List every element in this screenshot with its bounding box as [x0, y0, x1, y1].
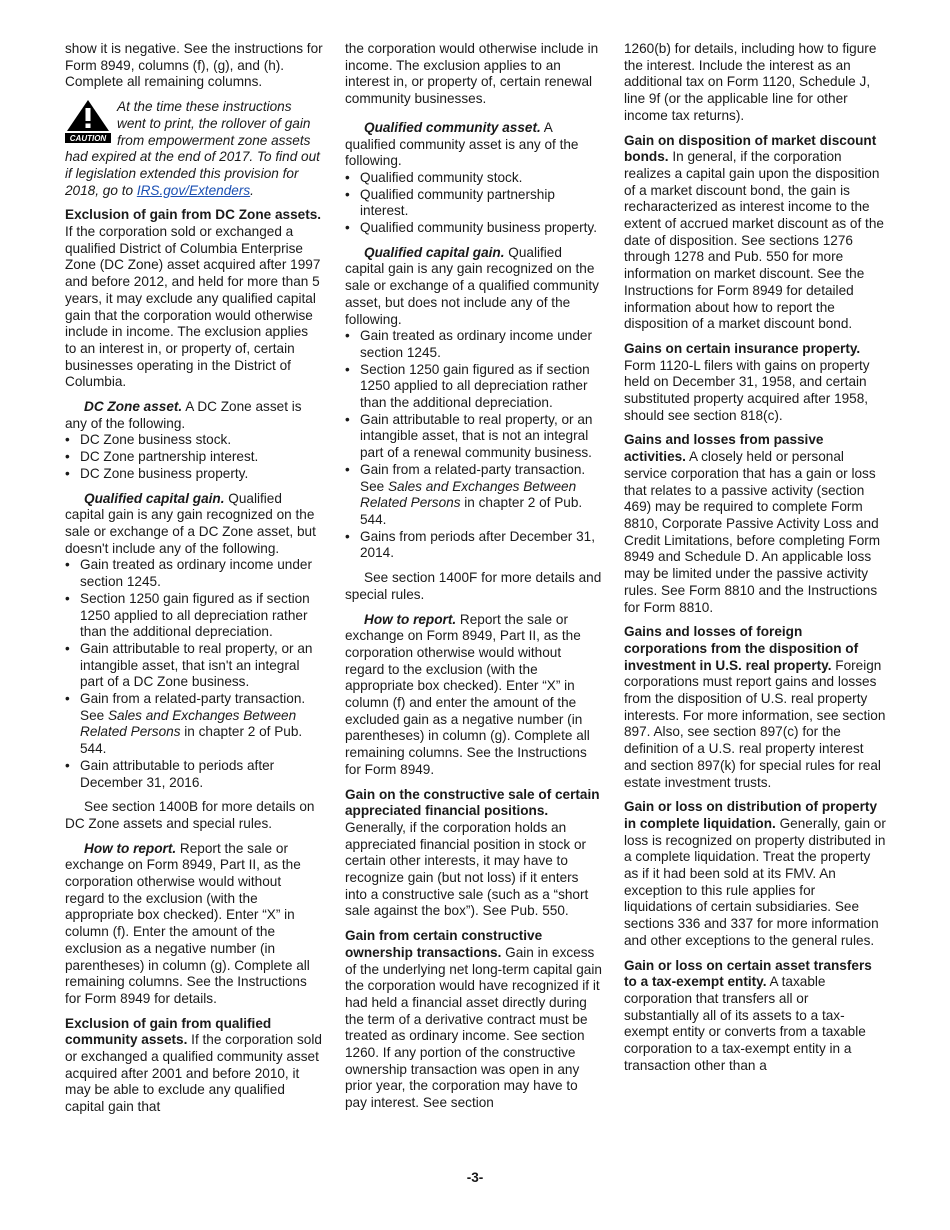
- section-heading: Gains on certain insurance property.: [624, 340, 861, 356]
- section-heading: Gain on the constructive sale of certain appreciated financial positions.: [345, 786, 600, 819]
- section-heading: Exclusion of gain from qualified community assets.: [65, 1015, 272, 1048]
- section-constructive-sale: Gain on the constructive sale of certain appreciated financial positions. Generally, if the corporation holds an appreciated financial position in stock or certain other interests, it may have to recognize gain (but not loss) if it enters into a constructive sale (such as a “short sale against the box”). See Pub. 550.: [345, 786, 600, 919]
- section-foreign-corporations: Gains and losses of foreign corporations from the disposition of investment in U.S. real property. Foreign corporations must report gains and losses from the disposition of U.S. real property interests. For more information, see section 897. Also, see section 897(c) for the definition of a U.S. real property interest and section 897(k) for special rules for real estate investment trusts.: [624, 624, 886, 790]
- section-insurance-property: Gains on certain insurance property. Form 1120-L filers with gains on property held on December 31, 1958, and certain substituted property acquired after 1958, should see section 818(c).: [624, 340, 870, 423]
- dc-asset-list: [65, 432, 323, 482]
- column-2: [345, 41, 603, 1120]
- section-heading: Exclusion of gain from DC Zone assets.: [65, 207, 322, 223]
- section-heading: Gain from certain constructive ownership transactions.: [345, 928, 543, 960]
- qualified-capital-gain-def: Qualified capital gain. Qualified capital gain is any gain recognized on the sale or exchange of a qualified community asset, but does not include any of the following.: [345, 244, 599, 327]
- section-heading: Gain or loss on distribution of property in complete liquidation.: [624, 799, 877, 831]
- qcg-exclusion-list: [345, 328, 603, 562]
- section-heading: Gain on disposition of market discount bonds.: [624, 132, 877, 165]
- section-dc-zone: Exclusion of gain from DC Zone assets. If the corporation sold or exchanged a qualified District of Columbia Enterprise Zone (DC Zone) asset acquired after 1997 and before 2012, and held for more than 5 years, it may exclude any qualified capital gain that the corporation would otherwise include in income. The exclusion applies to an interest in, or property of, certain businesses operating in the District of Columbia.: [65, 207, 322, 390]
- caution-note: CAUTION At the time these instructions went to print, the rollover of gain from empowerment zone assets had expired at the end of 2017. To find out if legislation extended this provision for 2018, go to IRS.gov/Extenders.: [65, 99, 320, 198]
- section-heading: Gain or loss on certain asset transfers to a tax-exempt entity.: [624, 957, 872, 990]
- section-constructive-ownership: Gain from certain constructive ownership transactions. Gain in excess of the underlying net long-term capital gain the corporation would have recognized if it had held a financial asset directly during the term of a derivative contract must be treated as ordinary income. See section 1260. If any portion of the constructive ownership transaction was open in any prior year, the corporation may have to pay interest. See section: [345, 928, 602, 1111]
- list-item: • Gain treated as ordinary income under section 1245.: [345, 328, 603, 361]
- qcg-exclusion-list: [65, 557, 323, 791]
- page-number: -3-: [466, 1170, 484, 1185]
- list-item: • Section 1250 gain figured as if section 1250 applied to all depreciation rather than the additional depreciation.: [65, 591, 323, 641]
- list-item: • Gain attributable to real property, or an intangible asset, that is not an integral part of a renewal community business.: [345, 412, 603, 462]
- list-item: • DC Zone business stock.: [65, 432, 323, 449]
- how-to-report: How to report. Report the sale or exchange on Form 8949, Part II, as the corporation otherwise would without regard to the exclusion (with the appropriate box checked). Enter “X” in column (f). Enter the amount of the exclusion as a negative number (in parentheses) in column (g). Complete all remaining columns. See the Instructions for Form 8949 for details.: [65, 840, 310, 1006]
- section-market-discount: Gain on disposition of market discount bonds. In general, if the corporation realizes a capital gain upon the disposition of a market discount bond, the gain is recharacterized as interest income to the extent of accrued market discount as of the date of disposition. See sections 1276 through 1278 and Pub. 550 for more information on market discount. See the Instructions for Form 8949 for detailed information about how to report the disposition of a market discount bond.: [624, 132, 884, 332]
- qualified-capital-gain-def: Qualified capital gain. Qualified capital gain is any gain recognized on the sale or exchange of a DC Zone asset, but doesn't include any of the following.: [65, 490, 316, 556]
- how-to-report: How to report. Report the sale or exchange on Form 8949, Part II, as the corporation otherwise would without regard to the exclusion (with the appropriate box checked). Enter “X” in column (f) and enter the amount of the excluded gain as a negative number (in parentheses) in column (g). Complete all remaining columns. See the Instructions for Form 8949.: [345, 611, 590, 777]
- section-complete-liquidation: Gain or loss on distribution of property in complete liquidation. Generally, gain or loss is recognized on property distributed in a complete liquidation. Treat the property as if it had been sold at its FMV. An exception to this rule applies for liquidations of certain subsidiaries. See sections 336 and 337 for more information and other exceptions to the general rules.: [624, 799, 886, 948]
- section-qualified-community: Exclusion of gain from qualified community assets. If the corporation sold or exchanged a qualified community asset acquired after 2001 and before 2010, it may be able to exclude any qualified capital gain that: [65, 1015, 322, 1115]
- list-item: • Qualified community business property.: [345, 220, 603, 237]
- extenders-link[interactable]: IRS.gov/Extenders: [136, 182, 251, 198]
- paragraph: See section 1400B for more details on DC Zone assets and special rules.: [65, 799, 315, 831]
- list-item: • Gain from a related-party transaction. See Sales and Exchanges Between Related Persons in chapter 2 of Pub. 544.: [65, 691, 323, 758]
- paragraph: the corporation would otherwise include in income. The exclusion applies to an interest in, or property of, certain renewal community businesses.: [345, 41, 599, 107]
- caution-icon: [65, 99, 111, 143]
- section-tax-exempt-transfer: Gain or loss on certain asset transfers to a tax-exempt entity. A taxable corporation that transfers all or substantially all of its assets to a tax-exempt entity or converts from a taxable corporation to a tax-exempt entity in a transaction other than a: [624, 957, 872, 1073]
- column-1: [65, 41, 323, 1124]
- list-item: • Gain from a related-party transaction. See Sales and Exchanges Between Related Persons in chapter 2 of Pub. 544.: [345, 462, 603, 529]
- list-item: • DC Zone business property.: [65, 466, 323, 483]
- list-item: • Qualified community partnership interest.: [345, 187, 603, 220]
- svg-text:CAUTION: CAUTION: [69, 134, 107, 144]
- paragraph: See section 1400F for more details and special rules.: [345, 570, 602, 602]
- list-item: • Gains from periods after December 31, 2014.: [345, 529, 603, 562]
- list-item: • Section 1250 gain figured as if section 1250 applied to all depreciation rather than the additional depreciation.: [345, 362, 603, 412]
- paragraph: show it is negative. See the instructions for Form 8949, columns (f), (g), and (h). Complete all remaining columns.: [65, 41, 323, 90]
- qca-list: [345, 170, 603, 237]
- section-heading: Gains and losses of foreign corporations from the disposition of investment in U.S. real property.: [624, 624, 859, 673]
- paragraph: 1260(b) for details, including how to figure the interest. Include the interest as an additional tax on Form 1120, Schedule J, line 9f (or the applicable line for other income tax returns).: [624, 41, 877, 123]
- caution-text: At the time these instructions went to print, the rollover of gain from empowerment zone assets had expired at the end of 2017. To find out if legislation extended this provision for 2018, go to: [65, 99, 320, 198]
- list-item: • Gain treated as ordinary income under section 1245.: [65, 557, 323, 590]
- list-item: • Gain attributable to real property, or an intangible asset, that isn't an integral part of a DC Zone business.: [65, 641, 323, 691]
- column-3: [624, 41, 886, 1082]
- list-item: • DC Zone partnership interest.: [65, 449, 323, 466]
- list-item: • Qualified community stock.: [345, 170, 603, 187]
- section-heading: Gains and losses from passive activities.: [624, 432, 824, 465]
- section-passive-activities: Gains and losses from passive activities. A closely held or personal service corporation that has a gain or loss that relates to a passive activity (section 469) may be required to complete Form 8810, Corporate Passive Activity Loss and Credit Limitations, before completing Form 8949 and Schedule D. An applicable loss may be limited under the passive activity rules. See Form 8810 and the Instructions for Form 8810.: [624, 432, 881, 615]
- qualified-community-asset-def: Qualified community asset. A qualified community asset is any of the following.: [345, 119, 579, 169]
- list-item: • Gain attributable to periods after December 31, 2016.: [65, 758, 323, 791]
- dc-zone-asset-def: DC Zone asset. A DC Zone asset is any of the following.: [65, 399, 302, 431]
